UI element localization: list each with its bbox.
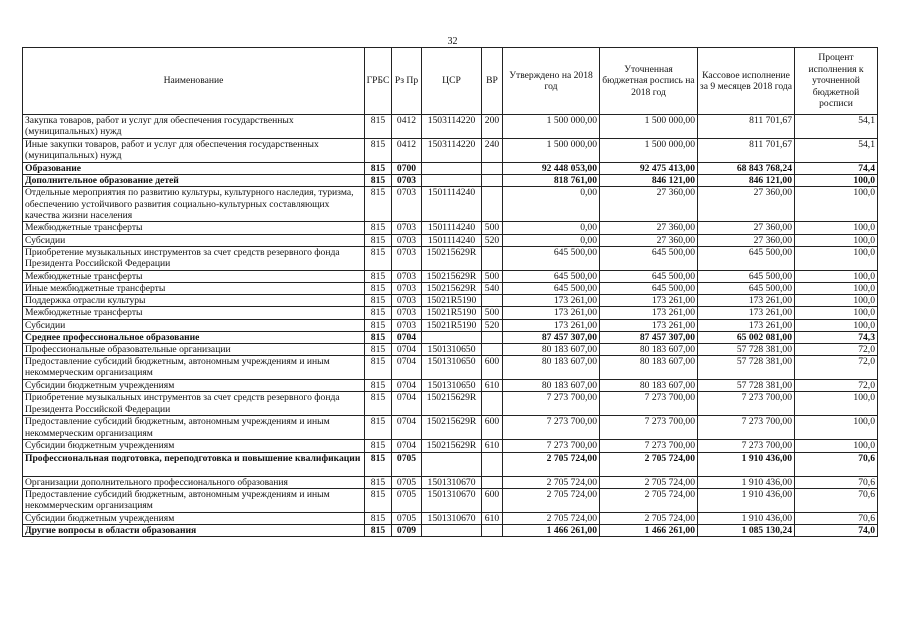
cell-refined: 7 273 700,00 xyxy=(600,416,698,440)
cell-refined: 2 705 724,00 xyxy=(600,476,698,488)
cell-percent: 100,0 xyxy=(795,295,878,307)
cell-percent: 72,0 xyxy=(795,344,878,356)
table-row xyxy=(23,246,878,270)
header-percent: Процент исполнения к уточненной бюджетной росписи xyxy=(795,48,878,115)
cell-name: Профессиональные образовательные организации xyxy=(23,344,365,356)
cell-rzpr: 0700 xyxy=(392,163,422,175)
cell-approved: 173 261,00 xyxy=(503,319,600,331)
cell-executed: 57 728 381,00 xyxy=(698,380,795,392)
cell-grbs: 815 xyxy=(365,344,392,356)
cell-percent: 72,0 xyxy=(795,356,878,380)
cell-csr: 1501310650 xyxy=(422,356,482,380)
cell-grbs: 815 xyxy=(365,319,392,331)
table-row xyxy=(23,525,878,537)
cell-refined: 87 457 307,00 xyxy=(600,331,698,343)
table-row xyxy=(23,416,878,440)
cell-rzpr: 0703 xyxy=(392,175,422,187)
cell-name: Закупка товаров, работ и услуг для обеспечения государственных (муниципальных) нужд xyxy=(23,115,365,139)
cell-rzpr: 0703 xyxy=(392,187,422,222)
cell-approved: 0,00 xyxy=(503,234,600,246)
table-row xyxy=(23,295,878,307)
cell-grbs: 815 xyxy=(365,222,392,234)
cell-csr: 15021R5190 xyxy=(422,295,482,307)
cell-grbs: 815 xyxy=(365,440,392,452)
cell-rzpr: 0703 xyxy=(392,319,422,331)
cell-name: Организации дополнительного профессионального образования xyxy=(23,476,365,488)
cell-percent: 100,0 xyxy=(795,392,878,416)
cell-executed: 811 701,67 xyxy=(698,139,795,163)
cell-name: Отдельные мероприятия по развитию культуры, культурного наследия, туризма, обеспечению устойчивого развития социально-культурных составляющих качества жизни населения xyxy=(23,187,365,222)
cell-refined: 7 273 700,00 xyxy=(600,392,698,416)
cell-name: Субсидии бюджетным учреждениям xyxy=(23,512,365,524)
cell-grbs: 815 xyxy=(365,307,392,319)
cell-vr xyxy=(482,392,503,416)
table-row xyxy=(23,307,878,319)
cell-refined: 7 273 700,00 xyxy=(600,440,698,452)
table-row xyxy=(23,452,878,476)
cell-csr: 150215629R xyxy=(422,392,482,416)
table-row xyxy=(23,380,878,392)
cell-approved: 173 261,00 xyxy=(503,307,600,319)
cell-name: Иные закупки товаров, работ и услуг для обеспечения государственных (муниципальных) нужд xyxy=(23,139,365,163)
cell-rzpr: 0704 xyxy=(392,331,422,343)
cell-rzpr: 0709 xyxy=(392,525,422,537)
cell-rzpr: 0412 xyxy=(392,115,422,139)
cell-name: Межбюджетные трансферты xyxy=(23,307,365,319)
cell-csr: 1503114220 xyxy=(422,115,482,139)
cell-rzpr: 0704 xyxy=(392,440,422,452)
cell-rzpr: 0704 xyxy=(392,392,422,416)
cell-refined: 173 261,00 xyxy=(600,295,698,307)
cell-grbs: 815 xyxy=(365,187,392,222)
cell-csr: 1501114240 xyxy=(422,222,482,234)
cell-refined: 27 360,00 xyxy=(600,222,698,234)
cell-approved: 1 500 000,00 xyxy=(503,115,600,139)
cell-approved: 7 273 700,00 xyxy=(503,416,600,440)
cell-csr: 150215629R xyxy=(422,283,482,295)
cell-refined: 1 500 000,00 xyxy=(600,115,698,139)
cell-refined: 173 261,00 xyxy=(600,319,698,331)
cell-vr: 500 xyxy=(482,270,503,282)
cell-csr: 1501114240 xyxy=(422,187,482,222)
cell-name: Субсидии бюджетным учреждениям xyxy=(23,440,365,452)
cell-vr: 520 xyxy=(482,319,503,331)
cell-percent: 100,0 xyxy=(795,416,878,440)
cell-approved: 1 466 261,00 xyxy=(503,525,600,537)
cell-executed: 7 273 700,00 xyxy=(698,440,795,452)
cell-approved: 2 705 724,00 xyxy=(503,512,600,524)
cell-executed: 27 360,00 xyxy=(698,187,795,222)
cell-approved: 80 183 607,00 xyxy=(503,380,600,392)
cell-percent: 100,0 xyxy=(795,234,878,246)
cell-approved: 2 705 724,00 xyxy=(503,452,600,476)
cell-rzpr: 0704 xyxy=(392,344,422,356)
cell-executed: 645 500,00 xyxy=(698,246,795,270)
cell-approved: 2 705 724,00 xyxy=(503,476,600,488)
cell-name: Дополнительное образование детей xyxy=(23,175,365,187)
cell-percent: 100,0 xyxy=(795,222,878,234)
cell-vr xyxy=(482,175,503,187)
cell-name: Предоставление субсидий бюджетным, автономным учреждениям и иным некоммерческим организациям xyxy=(23,356,365,380)
cell-name: Предоставление субсидий бюджетным, автономным учреждениям и иным некоммерческим организациям xyxy=(23,416,365,440)
cell-csr: 150215629R xyxy=(422,416,482,440)
header-approved: Утверждено на 2018 год xyxy=(503,48,600,115)
header-refined: Уточненная бюджетная роспись на 2018 год xyxy=(600,48,698,115)
cell-percent: 54,1 xyxy=(795,115,878,139)
table-row xyxy=(23,488,878,512)
cell-executed: 645 500,00 xyxy=(698,270,795,282)
cell-rzpr: 0703 xyxy=(392,270,422,282)
cell-executed: 173 261,00 xyxy=(698,307,795,319)
cell-grbs: 815 xyxy=(365,139,392,163)
cell-approved: 92 448 053,00 xyxy=(503,163,600,175)
cell-executed: 1 910 436,00 xyxy=(698,452,795,476)
cell-rzpr: 0705 xyxy=(392,476,422,488)
cell-name: Приобретение музыкальных инструментов за счет средств резервного фонда Президента Российской Федерации xyxy=(23,392,365,416)
cell-refined: 173 261,00 xyxy=(600,307,698,319)
cell-approved: 1 500 000,00 xyxy=(503,139,600,163)
cell-vr: 540 xyxy=(482,283,503,295)
cell-approved: 87 457 307,00 xyxy=(503,331,600,343)
cell-executed: 57 728 381,00 xyxy=(698,344,795,356)
cell-name: Образование xyxy=(23,163,365,175)
cell-name: Среднее профессиональное образование xyxy=(23,331,365,343)
cell-csr: 150215629R xyxy=(422,270,482,282)
cell-rzpr: 0412 xyxy=(392,139,422,163)
cell-rzpr: 0703 xyxy=(392,283,422,295)
cell-refined: 2 705 724,00 xyxy=(600,452,698,476)
cell-name: Приобретение музыкальных инструментов за счет средств резервного фонда Президента Российской Федерации xyxy=(23,246,365,270)
cell-executed: 7 273 700,00 xyxy=(698,416,795,440)
cell-percent: 100,0 xyxy=(795,187,878,222)
cell-name: Субсидии xyxy=(23,319,365,331)
cell-refined: 80 183 607,00 xyxy=(600,356,698,380)
table-row xyxy=(23,175,878,187)
table-row xyxy=(23,476,878,488)
cell-vr: 500 xyxy=(482,222,503,234)
cell-refined: 846 121,00 xyxy=(600,175,698,187)
cell-vr xyxy=(482,246,503,270)
cell-refined: 92 475 413,00 xyxy=(600,163,698,175)
cell-percent: 100,0 xyxy=(795,246,878,270)
cell-percent: 70,6 xyxy=(795,512,878,524)
cell-grbs: 815 xyxy=(365,380,392,392)
cell-refined: 27 360,00 xyxy=(600,234,698,246)
cell-grbs: 815 xyxy=(365,416,392,440)
cell-rzpr: 0703 xyxy=(392,234,422,246)
cell-vr: 520 xyxy=(482,234,503,246)
cell-csr: 150215629R xyxy=(422,246,482,270)
table-row xyxy=(23,392,878,416)
cell-vr xyxy=(482,331,503,343)
cell-approved: 645 500,00 xyxy=(503,246,600,270)
cell-csr: 1501310670 xyxy=(422,476,482,488)
cell-csr xyxy=(422,331,482,343)
cell-csr: 150215629R xyxy=(422,440,482,452)
cell-grbs: 815 xyxy=(365,488,392,512)
cell-vr xyxy=(482,344,503,356)
table-body xyxy=(23,115,878,537)
cell-executed: 811 701,67 xyxy=(698,115,795,139)
header-name: Наименование xyxy=(23,48,365,115)
cell-vr: 600 xyxy=(482,356,503,380)
cell-executed: 173 261,00 xyxy=(698,319,795,331)
cell-approved: 645 500,00 xyxy=(503,270,600,282)
cell-grbs: 815 xyxy=(365,175,392,187)
cell-name: Иные межбюджетные трансферты xyxy=(23,283,365,295)
table-row xyxy=(23,163,878,175)
table-row xyxy=(23,115,878,139)
cell-vr: 610 xyxy=(482,380,503,392)
table-row xyxy=(23,187,878,222)
cell-csr: 1501310650 xyxy=(422,344,482,356)
cell-grbs: 815 xyxy=(365,356,392,380)
cell-rzpr: 0705 xyxy=(392,452,422,476)
cell-percent: 100,0 xyxy=(795,175,878,187)
cell-percent: 72,0 xyxy=(795,380,878,392)
cell-name: Предоставление субсидий бюджетным, автономным учреждениям и иным некоммерческим организациям xyxy=(23,488,365,512)
cell-approved: 645 500,00 xyxy=(503,283,600,295)
cell-percent: 70,6 xyxy=(795,452,878,476)
cell-grbs: 815 xyxy=(365,270,392,282)
cell-refined: 1 466 261,00 xyxy=(600,525,698,537)
cell-rzpr: 0705 xyxy=(392,488,422,512)
cell-vr: 610 xyxy=(482,440,503,452)
cell-refined: 80 183 607,00 xyxy=(600,344,698,356)
cell-name: Межбюджетные трансферты xyxy=(23,270,365,282)
cell-csr xyxy=(422,163,482,175)
cell-grbs: 815 xyxy=(365,283,392,295)
cell-percent: 74,4 xyxy=(795,163,878,175)
cell-refined: 645 500,00 xyxy=(600,246,698,270)
cell-percent: 74,3 xyxy=(795,331,878,343)
cell-percent: 100,0 xyxy=(795,319,878,331)
cell-name: Субсидии xyxy=(23,234,365,246)
cell-grbs: 815 xyxy=(365,512,392,524)
header-rzpr: Рз Пр xyxy=(392,48,422,115)
table-row xyxy=(23,512,878,524)
cell-executed: 1 910 436,00 xyxy=(698,488,795,512)
cell-grbs: 815 xyxy=(365,115,392,139)
header-grbs: ГРБС xyxy=(365,48,392,115)
cell-executed: 7 273 700,00 xyxy=(698,392,795,416)
table-header xyxy=(23,48,878,115)
cell-executed: 173 261,00 xyxy=(698,295,795,307)
cell-approved: 2 705 724,00 xyxy=(503,488,600,512)
cell-executed: 68 843 768,24 xyxy=(698,163,795,175)
cell-csr: 1501310670 xyxy=(422,488,482,512)
cell-csr: 15021R5190 xyxy=(422,319,482,331)
cell-rzpr: 0704 xyxy=(392,356,422,380)
table-row xyxy=(23,331,878,343)
cell-percent: 74,0 xyxy=(795,525,878,537)
cell-refined: 80 183 607,00 xyxy=(600,380,698,392)
cell-rzpr: 0703 xyxy=(392,246,422,270)
cell-csr: 1503114220 xyxy=(422,139,482,163)
cell-approved: 0,00 xyxy=(503,222,600,234)
cell-csr xyxy=(422,175,482,187)
table-row xyxy=(23,222,878,234)
cell-rzpr: 0703 xyxy=(392,307,422,319)
table-row xyxy=(23,283,878,295)
cell-executed: 27 360,00 xyxy=(698,222,795,234)
cell-percent: 100,0 xyxy=(795,283,878,295)
cell-grbs: 815 xyxy=(365,295,392,307)
cell-percent: 100,0 xyxy=(795,270,878,282)
cell-vr xyxy=(482,187,503,222)
cell-executed: 645 500,00 xyxy=(698,283,795,295)
cell-percent: 54,1 xyxy=(795,139,878,163)
cell-vr xyxy=(482,525,503,537)
cell-vr: 600 xyxy=(482,488,503,512)
cell-percent: 70,6 xyxy=(795,488,878,512)
table-row xyxy=(23,139,878,163)
cell-percent: 100,0 xyxy=(795,440,878,452)
cell-percent: 70,6 xyxy=(795,476,878,488)
cell-refined: 2 705 724,00 xyxy=(600,512,698,524)
cell-vr: 500 xyxy=(482,307,503,319)
header-vr: ВР xyxy=(482,48,503,115)
cell-approved: 80 183 607,00 xyxy=(503,356,600,380)
cell-approved: 818 761,00 xyxy=(503,175,600,187)
page-number: 32 xyxy=(447,36,458,47)
cell-name: Профессиональная подготовка, переподготовка и повышение квалификации xyxy=(23,452,365,476)
cell-vr xyxy=(482,476,503,488)
cell-name: Межбюджетные трансферты xyxy=(23,222,365,234)
cell-grbs: 815 xyxy=(365,234,392,246)
budget-table xyxy=(22,47,878,537)
cell-approved: 7 273 700,00 xyxy=(503,440,600,452)
table-row xyxy=(23,344,878,356)
cell-csr: 15021R5190 xyxy=(422,307,482,319)
cell-name: Поддержка отрасли культуры xyxy=(23,295,365,307)
cell-vr: 610 xyxy=(482,512,503,524)
cell-executed: 27 360,00 xyxy=(698,234,795,246)
cell-approved: 80 183 607,00 xyxy=(503,344,600,356)
cell-vr: 600 xyxy=(482,416,503,440)
cell-executed: 1 910 436,00 xyxy=(698,512,795,524)
table-row xyxy=(23,319,878,331)
table-row xyxy=(23,440,878,452)
cell-executed: 1 910 436,00 xyxy=(698,476,795,488)
cell-csr xyxy=(422,525,482,537)
cell-name: Субсидии бюджетным учреждениям xyxy=(23,380,365,392)
cell-csr: 1501310670 xyxy=(422,512,482,524)
cell-executed: 1 085 130,24 xyxy=(698,525,795,537)
cell-csr: 1501114240 xyxy=(422,234,482,246)
cell-rzpr: 0705 xyxy=(392,512,422,524)
cell-csr xyxy=(422,452,482,476)
cell-refined: 645 500,00 xyxy=(600,283,698,295)
cell-approved: 0,00 xyxy=(503,187,600,222)
cell-vr: 200 xyxy=(482,115,503,139)
cell-rzpr: 0704 xyxy=(392,416,422,440)
cell-executed: 57 728 381,00 xyxy=(698,356,795,380)
cell-percent: 100,0 xyxy=(795,307,878,319)
cell-csr: 1501310650 xyxy=(422,380,482,392)
cell-refined: 1 500 000,00 xyxy=(600,139,698,163)
cell-vr xyxy=(482,295,503,307)
table-row xyxy=(23,234,878,246)
cell-vr xyxy=(482,163,503,175)
cell-approved: 173 261,00 xyxy=(503,295,600,307)
cell-grbs: 815 xyxy=(365,452,392,476)
cell-executed: 65 002 081,00 xyxy=(698,331,795,343)
cell-rzpr: 0703 xyxy=(392,295,422,307)
table-row xyxy=(23,356,878,380)
cell-vr: 240 xyxy=(482,139,503,163)
cell-vr xyxy=(482,452,503,476)
cell-rzpr: 0704 xyxy=(392,380,422,392)
cell-grbs: 815 xyxy=(365,246,392,270)
cell-approved: 7 273 700,00 xyxy=(503,392,600,416)
cell-grbs: 815 xyxy=(365,163,392,175)
cell-name: Другие вопросы в области образования xyxy=(23,525,365,537)
cell-grbs: 815 xyxy=(365,525,392,537)
header-executed: Кассовое исполнение за 9 месяцев 2018 года xyxy=(698,48,795,115)
header-csr: ЦСР xyxy=(422,48,482,115)
cell-grbs: 815 xyxy=(365,392,392,416)
cell-grbs: 815 xyxy=(365,331,392,343)
cell-refined: 27 360,00 xyxy=(600,187,698,222)
cell-executed: 846 121,00 xyxy=(698,175,795,187)
cell-grbs: 815 xyxy=(365,476,392,488)
table-row xyxy=(23,270,878,282)
cell-rzpr: 0703 xyxy=(392,222,422,234)
cell-refined: 2 705 724,00 xyxy=(600,488,698,512)
cell-refined: 645 500,00 xyxy=(600,270,698,282)
